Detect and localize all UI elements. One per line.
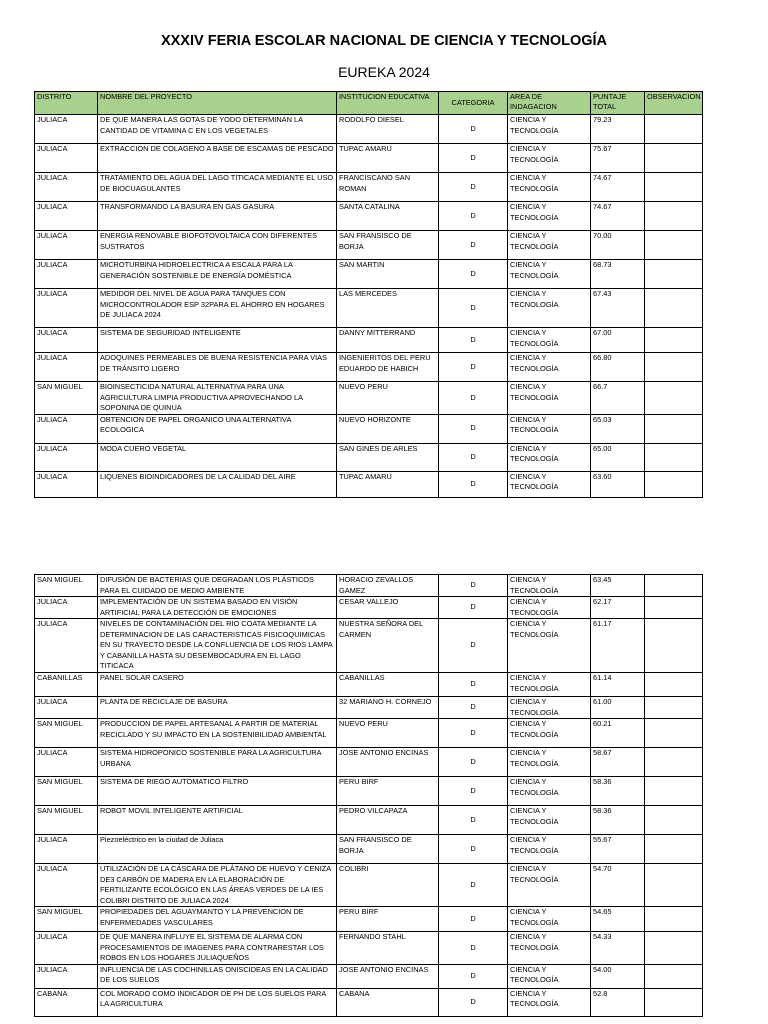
cell-distrito: SAN MIGUEL: [35, 575, 98, 597]
cell-puntaje: 67.00: [591, 328, 645, 353]
header-area: AREA DE INDAGACION: [508, 92, 591, 115]
table-row: [35, 932, 703, 965]
cell-proyecto: EXTRACCION DE COLAGENO A BASE DE ESCAMAS DE PESCADO: [98, 144, 337, 173]
cell-observacion: [645, 144, 703, 173]
cell-institucion: TUPAC AMARU: [337, 471, 439, 497]
cell-puntaje: 61.14: [591, 673, 645, 697]
cell-institucion: NUESTRA SEÑORA DEL CARMEN: [337, 619, 439, 673]
cell-proyecto: COL MORADO COMO INDICADOR DE PH DE LOS SUELOS PARA LA AGRICULTURA: [98, 988, 337, 1016]
cell-puntaje: 70.00: [591, 231, 645, 260]
cell-distrito: JULIACA: [35, 597, 98, 619]
cell-distrito: CABANA: [35, 988, 98, 1016]
cell-categoria: D: [439, 414, 508, 443]
table-row: [35, 328, 703, 353]
cell-puntaje: 61.17: [591, 619, 645, 673]
cell-institucion: PEDRO VILCAPAZA: [337, 806, 439, 835]
table-row: [35, 414, 703, 443]
cell-area: CIENCIA Y TECNOLOGÍA: [508, 202, 591, 231]
cell-puntaje: 67.43: [591, 289, 645, 328]
cell-puntaje: 54.00: [591, 964, 645, 988]
cell-area: CIENCIA Y TECNOLOGÍA: [508, 443, 591, 471]
results-table-page1: [34, 91, 703, 498]
cell-puntaje: 74.67: [591, 173, 645, 202]
results-table-page2: [34, 574, 703, 1017]
cell-institucion: SAN FRANSISCO DE BORJA: [337, 835, 439, 864]
cell-categoria: D: [439, 932, 508, 965]
cell-puntaje: 66.80: [591, 353, 645, 382]
cell-categoria: D: [439, 115, 508, 144]
cell-observacion: [645, 835, 703, 864]
cell-distrito: SAN MIGUEL: [35, 382, 98, 415]
table-row: [35, 471, 703, 497]
cell-categoria: D: [439, 328, 508, 353]
cell-categoria: D: [439, 289, 508, 328]
cell-distrito: JULIACA: [35, 748, 98, 777]
cell-observacion: [645, 289, 703, 328]
cell-institucion: RODOLFO DIESEL: [337, 115, 439, 144]
cell-institucion: JOSE ANTONIO ENCINAS: [337, 964, 439, 988]
cell-observacion: [645, 697, 703, 719]
cell-area: CIENCIA Y TECNOLOGÍA: [508, 907, 591, 932]
cell-proyecto: BIOINSECTICIDA NATURAL ALTERNATIVA PARA UNA AGRICULTURA LIMPIA PRODUCTIVA APROVECHANDO LA SOPONINA DE QUINUA: [98, 382, 337, 415]
document-subtitle: EUREKA 2024: [338, 64, 430, 80]
cell-institucion: NUEVO PERU: [337, 382, 439, 415]
cell-puntaje: 60.21: [591, 719, 645, 748]
table-row: [35, 777, 703, 806]
cell-categoria: D: [439, 673, 508, 697]
cell-distrito: JULIACA: [35, 697, 98, 719]
cell-puntaje: 79.23: [591, 115, 645, 144]
cell-proyecto: ADOQUINES PERMEABLES DE BUENA RESISTENCIA PARA VIAS DE TRÁNSITO LIGERO: [98, 353, 337, 382]
cell-area: CIENCIA Y TECNOLOGÍA: [508, 289, 591, 328]
cell-distrito: JULIACA: [35, 414, 98, 443]
cell-observacion: [645, 353, 703, 382]
table-row: [35, 806, 703, 835]
cell-categoria: D: [439, 806, 508, 835]
cell-categoria: D: [439, 202, 508, 231]
cell-institucion: DANNY MITTERRAND: [337, 328, 439, 353]
cell-categoria: D: [439, 697, 508, 719]
table-row: [35, 202, 703, 231]
cell-categoria: D: [439, 575, 508, 597]
cell-distrito: JULIACA: [35, 289, 98, 328]
cell-proyecto: TRANSFORMANDO LA BASURA EN GAS GASURA: [98, 202, 337, 231]
cell-institucion: HORACIO ZEVALLOS GAMEZ: [337, 575, 439, 597]
cell-distrito: JULIACA: [35, 144, 98, 173]
cell-distrito: JULIACA: [35, 835, 98, 864]
cell-observacion: [645, 575, 703, 597]
cell-area: CIENCIA Y TECNOLOGÍA: [508, 932, 591, 965]
cell-area: CIENCIA Y TECNOLOGÍA: [508, 471, 591, 497]
cell-institucion: INGENIERITOS DEL PERU EDUARDO DE HABICH: [337, 353, 439, 382]
cell-observacion: [645, 471, 703, 497]
cell-puntaje: 54.70: [591, 864, 645, 907]
table-row: [35, 835, 703, 864]
cell-distrito: JULIACA: [35, 202, 98, 231]
cell-categoria: D: [439, 988, 508, 1016]
table-row: [35, 115, 703, 144]
table-row: [35, 353, 703, 382]
cell-proyecto: SISTEMA DE SEGURIDAD INTELIGENTE: [98, 328, 337, 353]
cell-proyecto: OBTENCION DE PAPEL ORGANICO UNA ALTERNATIVA ECOLOGICA: [98, 414, 337, 443]
cell-institucion: CESAR VALLEJO: [337, 597, 439, 619]
cell-area: CIENCIA Y TECNOLOGÍA: [508, 231, 591, 260]
table-row: [35, 173, 703, 202]
cell-categoria: D: [439, 597, 508, 619]
cell-puntaje: 68.73: [591, 260, 645, 289]
cell-observacion: [645, 988, 703, 1016]
cell-categoria: D: [439, 964, 508, 988]
cell-puntaje: 58.36: [591, 777, 645, 806]
cell-institucion: SAN FRANSISCO DE BORJA: [337, 231, 439, 260]
cell-proyecto: NIVELES DE CONTAMINACIÓN DEL RIO COATA MEDIANTE LA DETERMINACION DE LAS CARACTERISTICAS FISICOQUIMICAS EN SU TRAYECTO DESDE LA CONFLUENCIA DE LOS RIOS LAMPA Y CABANILLA HASTA SU DESEMBOCADURA EN EL LAGO TITICACA: [98, 619, 337, 673]
cell-area: CIENCIA Y TECNOLOGÍA: [508, 382, 591, 415]
table-body-page2: [35, 575, 703, 1017]
cell-categoria: D: [439, 907, 508, 932]
table-row: [35, 144, 703, 173]
cell-proyecto: LIQUENES BIOINDICADORES DE LA CALIDAD DEL AIRE: [98, 471, 337, 497]
cell-categoria: D: [439, 231, 508, 260]
cell-proyecto: SISTEMA HIDROPONICO SOSTENIBLE PARA LA AGRICULTURA URBANA: [98, 748, 337, 777]
cell-proyecto: SISTEMA DE RIEGO AUTOMATICO FILTRO: [98, 777, 337, 806]
cell-distrito: JULIACA: [35, 260, 98, 289]
cell-distrito: JULIACA: [35, 443, 98, 471]
cell-distrito: JULIACA: [35, 115, 98, 144]
table-row: [35, 673, 703, 697]
table-row: [35, 864, 703, 907]
cell-proyecto: Piezoeléctrico en la ciudad de Juliaca: [98, 835, 337, 864]
cell-institucion: CABANILLAS: [337, 673, 439, 697]
cell-area: CIENCIA Y TECNOLOGÍA: [508, 414, 591, 443]
table-row: [35, 231, 703, 260]
cell-area: CIENCIA Y TECNOLOGÍA: [508, 173, 591, 202]
cell-proyecto: DIFUSIÓN DE BACTERIAS QUE DEGRADAN LOS PLÁSTICOS PARA EL CUIDADO DE MEDIO AMBIENTE: [98, 575, 337, 597]
cell-puntaje: 63.45: [591, 575, 645, 597]
cell-institucion: COLIBRI: [337, 864, 439, 907]
cell-puntaje: 58.36: [591, 806, 645, 835]
cell-categoria: D: [439, 144, 508, 173]
table-row: [35, 597, 703, 619]
header-institucion: INSTITUCION EDUCATIVA: [337, 92, 439, 115]
cell-observacion: [645, 328, 703, 353]
table-row: [35, 382, 703, 415]
cell-institucion: NUEVO PERU: [337, 719, 439, 748]
cell-distrito: JULIACA: [35, 932, 98, 965]
cell-area: CIENCIA Y TECNOLOGÍA: [508, 144, 591, 173]
cell-institucion: LAS MERCEDES: [337, 289, 439, 328]
cell-area: CIENCIA Y TECNOLOGÍA: [508, 260, 591, 289]
cell-categoria: D: [439, 619, 508, 673]
cell-distrito: SAN MIGUEL: [35, 907, 98, 932]
cell-observacion: [645, 777, 703, 806]
cell-distrito: SAN MIGUEL: [35, 806, 98, 835]
cell-observacion: [645, 382, 703, 415]
document-title: XXXIV FERIA ESCOLAR NACIONAL DE CIENCIA Y TECNOLOGÍA: [160, 33, 608, 49]
table-row: [35, 748, 703, 777]
cell-puntaje: 55.67: [591, 835, 645, 864]
cell-distrito: JULIACA: [35, 173, 98, 202]
header-puntaje: PUNTAJE TOTAL: [591, 92, 645, 115]
cell-observacion: [645, 964, 703, 988]
cell-distrito: SAN MIGUEL: [35, 719, 98, 748]
cell-institucion: JOSE ANTONIO ENCINAS: [337, 748, 439, 777]
table-header-row: [35, 92, 703, 115]
cell-categoria: D: [439, 443, 508, 471]
table-row: [35, 988, 703, 1016]
table-row: [35, 443, 703, 471]
cell-institucion: FRANCISCANO SAN ROMAN: [337, 173, 439, 202]
cell-area: CIENCIA Y TECNOLOGÍA: [508, 673, 591, 697]
cell-area: CIENCIA Y TECNOLOGÍA: [508, 964, 591, 988]
cell-observacion: [645, 260, 703, 289]
cell-puntaje: 52.8: [591, 988, 645, 1016]
table-row: [35, 619, 703, 673]
table-row: [35, 260, 703, 289]
table-row: [35, 697, 703, 719]
cell-proyecto: TRATAMIENTO DEL AGUA DEL LAGO TITICACA MEDIANTE EL USO DE BIOCUAGULANTES: [98, 173, 337, 202]
cell-categoria: D: [439, 835, 508, 864]
cell-institucion: NUEVO HORIZONTE: [337, 414, 439, 443]
cell-proyecto: MEDIDOR DEL NIVEL DE AGUA PARA TANQUES CON MICROCONTROLADOR ESP 32PARA EL AHORRO EN HOGARES DE JULIACA 2024: [98, 289, 337, 328]
cell-area: CIENCIA Y TECNOLOGÍA: [508, 748, 591, 777]
cell-puntaje: 54.33: [591, 932, 645, 965]
table-row: [35, 719, 703, 748]
cell-puntaje: 65.00: [591, 443, 645, 471]
cell-distrito: JULIACA: [35, 231, 98, 260]
cell-institucion: SAN GINES DE ARLES: [337, 443, 439, 471]
cell-observacion: [645, 173, 703, 202]
cell-proyecto: DE QUE MANERA INFLUYE EL SISTEMA DE ALARMA CON PROCESAMIENTOS DE IMAGENES PARA CONTRARESTAR LOS ROBOS EN LOS HOGARES JULIAQUEÑOS: [98, 932, 337, 965]
cell-categoria: D: [439, 382, 508, 415]
cell-categoria: D: [439, 471, 508, 497]
cell-categoria: D: [439, 777, 508, 806]
table-row: [35, 575, 703, 597]
cell-area: CIENCIA Y TECNOLOGÍA: [508, 864, 591, 907]
cell-observacion: [645, 864, 703, 907]
cell-puntaje: 74.67: [591, 202, 645, 231]
cell-observacion: [645, 115, 703, 144]
cell-institucion: PERU BIRF: [337, 907, 439, 932]
cell-puntaje: 62.17: [591, 597, 645, 619]
cell-institucion: SAN MARTIN: [337, 260, 439, 289]
cell-observacion: [645, 231, 703, 260]
cell-institucion: TUPAC AMARU: [337, 144, 439, 173]
cell-puntaje: 61.00: [591, 697, 645, 719]
cell-proyecto: PANEL SOLAR CASERO: [98, 673, 337, 697]
cell-categoria: D: [439, 719, 508, 748]
cell-area: CIENCIA Y TECNOLOGÍA: [508, 328, 591, 353]
cell-observacion: [645, 748, 703, 777]
cell-categoria: D: [439, 864, 508, 907]
cell-institucion: CABANA: [337, 988, 439, 1016]
cell-puntaje: 58.67: [591, 748, 645, 777]
cell-institucion: FERNANDO STAHL: [337, 932, 439, 965]
table-row: [35, 289, 703, 328]
cell-institucion: PERU BIRF: [337, 777, 439, 806]
cell-proyecto: MICROTURBINA HIDROELECTRICA A ESCALA PARA LA GENERACIÓN SOSTENIBLE DE ENERGÍA DOMÉSTICA: [98, 260, 337, 289]
cell-observacion: [645, 806, 703, 835]
cell-proyecto: PLANTA DE RECICLAJE DE BASURA: [98, 697, 337, 719]
cell-proyecto: DE QUE MANERA LAS GOTAS DE YODO DETERMINAN LA CANTIDAD DE VITAMINA C EN LOS VEGETALES: [98, 115, 337, 144]
cell-proyecto: IMPLEMENTACIÓN DE UN SISTEMA BASADO EN VISIÓN ARTIFICIAL PARA LA DETECCIÓN DE EMOCIONES: [98, 597, 337, 619]
cell-area: CIENCIA Y TECNOLOGÍA: [508, 597, 591, 619]
cell-observacion: [645, 597, 703, 619]
cell-proyecto: MODA CUERO VEGETAL: [98, 443, 337, 471]
cell-area: CIENCIA Y TECNOLOGÍA: [508, 719, 591, 748]
header-proyecto: NOMBRE DEL PROYECTO: [98, 92, 337, 115]
header-categoria: CATEGORIA: [439, 92, 508, 115]
header-observacion: OBSERVACION: [645, 92, 703, 115]
cell-observacion: [645, 907, 703, 932]
cell-proyecto: PRODUCCION DE PAPEL ARTESANAL A PARTIR DE MATERIAL RECICLADO Y SU IMPACTO EN LA SOSTENIBILIDAD AMBIENTAL: [98, 719, 337, 748]
cell-area: CIENCIA Y TECNOLOGÍA: [508, 575, 591, 597]
cell-categoria: D: [439, 748, 508, 777]
cell-proyecto: INFLUENCIA DE LAS COCHINILLAS ONISCIDEAS EN LA CALIDAD DE LOS SUELOS: [98, 964, 337, 988]
cell-area: CIENCIA Y TECNOLOGÍA: [508, 806, 591, 835]
cell-distrito: JULIACA: [35, 353, 98, 382]
table-row: [35, 964, 703, 988]
cell-puntaje: 75.67: [591, 144, 645, 173]
cell-area: CIENCIA Y TECNOLOGÍA: [508, 353, 591, 382]
cell-distrito: SAN MIGUEL: [35, 777, 98, 806]
cell-distrito: CABANILLAS: [35, 673, 98, 697]
cell-distrito: JULIACA: [35, 328, 98, 353]
cell-puntaje: 63.60: [591, 471, 645, 497]
cell-puntaje: 54.65: [591, 907, 645, 932]
cell-observacion: [645, 932, 703, 965]
cell-distrito: JULIACA: [35, 471, 98, 497]
cell-proyecto: UTILIZACIÓN DE LA CÁSCARA DE PLÁTANO DE HUEVO Y CENIZA DE3 CARBÓN DE MADERA EN LA ELABORACIÓN DE FERTILIZANTE ECOLÓGICO EN LAS ÁREAS VERDES DE LA IES COLIBRI DISTRITO DE JULIACA 2024: [98, 864, 337, 907]
cell-area: CIENCIA Y TECNOLOGÍA: [508, 115, 591, 144]
cell-observacion: [645, 673, 703, 697]
cell-categoria: D: [439, 353, 508, 382]
cell-distrito: JULIACA: [35, 964, 98, 988]
table-row: [35, 907, 703, 932]
cell-categoria: D: [439, 173, 508, 202]
cell-puntaje: 66.7: [591, 382, 645, 415]
cell-distrito: JULIACA: [35, 619, 98, 673]
cell-institucion: SANTA CATALINA: [337, 202, 439, 231]
cell-puntaje: 65.03: [591, 414, 645, 443]
cell-area: CIENCIA Y TECNOLOGÍA: [508, 835, 591, 864]
cell-observacion: [645, 202, 703, 231]
header-distrito: DISTRITO: [35, 92, 98, 115]
cell-area: CIENCIA Y TECNOLOGÍA: [508, 777, 591, 806]
cell-observacion: [645, 619, 703, 673]
cell-proyecto: ENERGIA RENOVABLE BIOFOTOVOLTAICA CON DIFERENTES SUSTRATOS: [98, 231, 337, 260]
cell-observacion: [645, 443, 703, 471]
cell-categoria: D: [439, 260, 508, 289]
cell-observacion: [645, 719, 703, 748]
cell-area: CIENCIA Y TECNOLOGÍA: [508, 988, 591, 1016]
cell-observacion: [645, 414, 703, 443]
cell-area: CIENCIA Y TECNOLOGÍA: [508, 619, 591, 673]
cell-distrito: JULIACA: [35, 864, 98, 907]
cell-institucion: 32 MARIANO H. CORNEJO: [337, 697, 439, 719]
cell-proyecto: PROPIEDADES DEL AGUAYMANTO Y LA PREVENCION DE ENFERMEDADES VASCULARES: [98, 907, 337, 932]
table-body-page1: [35, 115, 703, 498]
cell-proyecto: ROBOT MOVIL INTELIGENTE ARTIFICIAL: [98, 806, 337, 835]
cell-area: CIENCIA Y TECNOLOGÍA: [508, 697, 591, 719]
